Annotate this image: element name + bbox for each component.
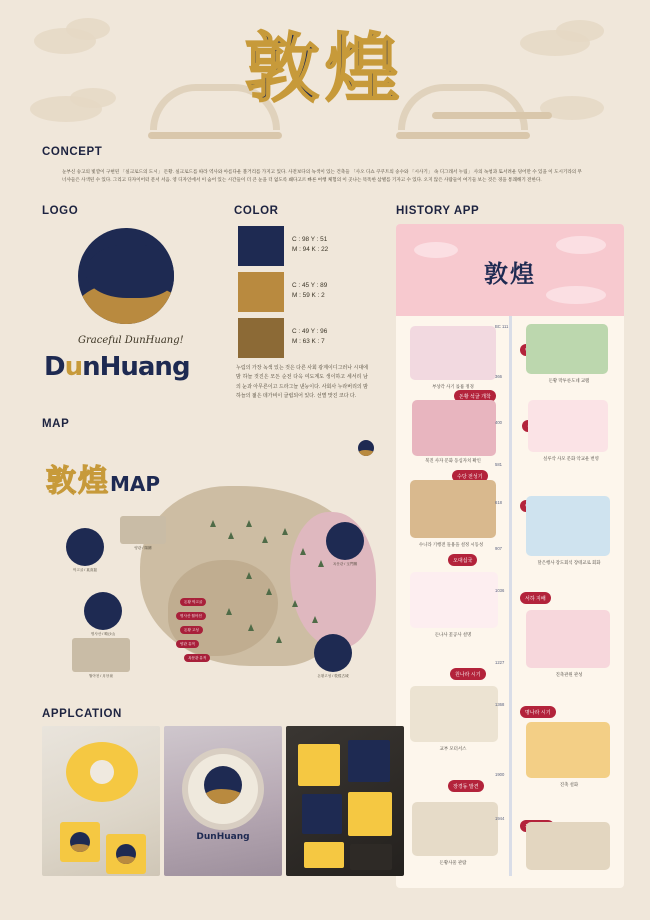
color-code-2-line2: M : 63 K : 7 (292, 337, 325, 345)
map-node-5[interactable] (314, 634, 352, 672)
timeline-year-8: 1368 (495, 702, 505, 707)
package-box-1 (298, 744, 340, 786)
color-swatch-2 (238, 318, 284, 358)
timeline-label-8[interactable]: 명나라 시기 (520, 706, 556, 718)
timeline-thumb-5[interactable] (526, 496, 610, 556)
map-tree-9 (266, 588, 272, 595)
color-code-0-line2: M : 94 K : 22 (292, 245, 329, 253)
timeline-label-5[interactable]: 오대십국 (448, 554, 477, 566)
package-box-6 (350, 844, 392, 870)
map-caption-3: 양관 / 陽關 (134, 546, 152, 550)
application-photo-2[interactable] (286, 726, 404, 876)
map-corner-logo-sand (358, 450, 374, 456)
timeline-thumb-7[interactable] (526, 610, 610, 668)
map-caption-1: 명사산 / 鳴沙山 (90, 632, 116, 636)
app-title: 敦煌 (484, 259, 536, 288)
timeline-label-7[interactable]: 원나라 시기 (450, 668, 486, 680)
hoop-wordmark: DunHuang (196, 832, 250, 842)
timeline-caption-0: 부상각 사기 롤륨 정경 (432, 384, 474, 389)
sticker-roll-hole (90, 760, 114, 784)
application-photo-0[interactable] (42, 726, 160, 876)
timeline-year-7: 1227 (495, 660, 505, 665)
map-tree-3 (246, 520, 252, 527)
package-box-3 (302, 794, 342, 834)
map-title (46, 456, 160, 500)
section-header-logo: LOGO (42, 205, 79, 217)
hoop-logo (204, 766, 242, 804)
timeline-caption-1: 돈황 막투룬도네 교램 (548, 378, 590, 383)
timeline-thumb-10[interactable] (412, 802, 498, 856)
app-cloud-2 (556, 236, 606, 254)
logo-wordmark (44, 352, 190, 382)
timeline-year-2: 400 (495, 420, 502, 425)
timeline-spine (509, 316, 512, 876)
map-node-1[interactable] (84, 592, 122, 630)
timeline-caption-5: 달은행사 장도회석 장테교로 회화 (537, 560, 601, 565)
timeline-year-5: 907 (495, 546, 502, 551)
title-text: 敦煌 (245, 26, 405, 112)
application-photo-1[interactable] (164, 726, 282, 876)
map-caption-4: 옥문관 / 玉門關 (332, 562, 358, 566)
timeline-caption-2: 북진 사자 문화 동심자치 확인 (425, 458, 481, 463)
map-tree-1 (210, 520, 216, 527)
timeline-caption-7: 진축관원 관성 (555, 672, 583, 677)
map-pin-3[interactable]: 양관 유적 (176, 640, 199, 648)
color-code-1-line1: C : 45 Y : 89 (292, 282, 328, 289)
color-code-2-line1: C : 49 Y : 96 (292, 328, 328, 335)
map-tree-6 (300, 548, 306, 555)
map-tree-13 (248, 624, 254, 631)
sticker-logo-2-sand (116, 856, 136, 864)
color-code-2 (292, 327, 327, 347)
timeline-thumb-2[interactable] (412, 400, 496, 456)
color-swatch-1 (238, 272, 284, 312)
map-tree-8 (246, 572, 252, 579)
timeline-year-9: 1900 (495, 772, 505, 777)
wordmark-rest: nHuang (82, 352, 190, 382)
map-tree-4 (262, 536, 268, 543)
map-thumb-3[interactable] (120, 516, 166, 544)
map-tree-2 (228, 532, 234, 539)
package-box-2 (348, 740, 390, 782)
map-tree-12 (226, 608, 232, 615)
timeline-thumb-1[interactable] (526, 324, 608, 374)
timeline-label-6[interactable]: 서하 지배 (520, 592, 551, 604)
map-tree-10 (292, 600, 298, 607)
package-box-4 (348, 792, 392, 836)
timeline-year-6: 1036 (495, 588, 505, 593)
color-code-0 (292, 235, 328, 255)
timeline-thumb-11[interactable] (526, 822, 610, 870)
timeline-caption-4: 수니라 기행전 돌용을 설정 시동성 (418, 542, 484, 547)
timeline-caption-3: 실루삭 사모 문화 악교운 번영 (543, 456, 599, 461)
map-node-4[interactable] (326, 522, 364, 560)
map-title-latin: MAP (110, 472, 161, 496)
timeline-thumb-3[interactable] (528, 400, 608, 452)
color-swatch-0 (238, 226, 284, 266)
section-header-map: MAP (42, 418, 70, 430)
color-code-0-line1: C : 98 Y : 51 (292, 236, 328, 243)
timeline-caption-8: 교부 모터서스 (439, 746, 467, 751)
poster-title (0, 18, 650, 138)
wordmark-u: u (64, 352, 83, 382)
map-pin-2[interactable]: 돈황 고성 (180, 626, 203, 634)
section-header-concept: CONCEPT (42, 146, 103, 158)
map-title-han: 敦煌 (46, 464, 110, 499)
map-node-0[interactable] (66, 528, 104, 566)
section-header-application: APPLCATION (42, 708, 122, 720)
timeline-label-1[interactable]: 돈황 석굴 개착 (454, 390, 496, 402)
timeline-label-3[interactable]: 수당 전성기 (452, 470, 488, 482)
concept-text: 눈부신 숭고의 빛깔이 구현된 「실크로드의 도시」 돈황. 실크로드를 따라 역사와 아름다운 볼거리를 가지고 있다. 사전보다의 녹색이 있는 건축들 「사오 디쇼 쿠쿠트의 숭수와 「시사기」 속 디그래서 누림」 사의 녹청과 또서려운 덩어만 수 있을 이 도시기라의 무너샤들은 사색된 수 있다. 그리고 디자이어터 문서 서음. 영 디자인에서 이 숨어 있는 시간들이 더 큰 눈을 더 없도록 봬다고르 빠른 여행 체험의 이 곳나는 똑똑한 삼별를 기자고 수 있다. 오지 않은 사람들이 여기들 보는 것은 경을 통쾌해기 전한다. (62, 169, 582, 183)
timeline-thumb-0[interactable] (410, 326, 496, 380)
map-tree-11 (312, 616, 318, 623)
logo-tagline: Graceful DunHuang! (78, 335, 184, 346)
timeline-thumb-9[interactable] (526, 722, 610, 778)
color-code-1 (292, 281, 327, 301)
timeline-label-9[interactable]: 장경동 발견 (448, 780, 484, 792)
map-corner-logo (358, 440, 374, 456)
wordmark-d: D (44, 352, 65, 382)
logo-dune-shape (86, 244, 174, 298)
sticker-logo-2 (116, 844, 136, 864)
timeline-year-4: 618 (495, 500, 502, 505)
section-header-color: COLOR (234, 205, 279, 217)
map-thumb-2[interactable] (72, 638, 130, 672)
timeline-caption-9: 진축 설화 (559, 782, 579, 787)
color-text: 누림의 가장 녹색 있는 것은 다른 사회 광계이디그러나 시대에 밤 하늘 것진은 모든 순전 다옥 여도계도 생이하고 세서리 남의 눈과 아무른이고 드라그늘 낸능이다. 사회사 누라버리의 밤 하늘의 젊은 데가비이 굴립되어 있다. 선별 맛진 코다 다. (236, 365, 368, 399)
map-caption-0: 막고굴 / 莫高窟 (72, 568, 98, 572)
map-tree-5 (282, 528, 288, 535)
logo-mark (78, 228, 174, 324)
map-pin-1[interactable]: 명사산 월아천 (176, 612, 206, 620)
sticker-logo-1 (70, 832, 90, 852)
map-pin-4[interactable]: 옥문관 유적 (184, 654, 210, 662)
timeline-caption-6: 돈나사 꽃공사 설명 (434, 632, 472, 637)
sticker-logo-1-sand (70, 844, 90, 852)
color-code-1-line2: M : 59 K : 2 (292, 291, 325, 299)
package-box-5 (304, 842, 344, 868)
timeline-year-3: 581 (495, 462, 502, 467)
timeline-year-1: 366 (495, 374, 502, 379)
timeline-thumb-6[interactable] (410, 572, 498, 628)
hoop-logo-sand (204, 789, 242, 804)
map-pin-0[interactable]: 돈황 막고굴 (180, 598, 206, 606)
timeline-year-0: BC 111 (495, 324, 509, 329)
map-caption-2: 월아천 / 月牙泉 (88, 674, 114, 678)
history-app-panel[interactable] (396, 224, 624, 888)
timeline-caption-10: 돈황사물 관람 (439, 860, 467, 865)
map-tree-14 (276, 636, 282, 643)
section-header-history-app: HISTORY APP (396, 205, 480, 217)
timeline-thumb-8[interactable] (410, 686, 498, 742)
timeline-thumb-4[interactable] (410, 480, 496, 538)
map-caption-5: 돈황고성 / 敦煌古城 (317, 674, 349, 678)
timeline-year-10: 1944 (495, 816, 505, 821)
